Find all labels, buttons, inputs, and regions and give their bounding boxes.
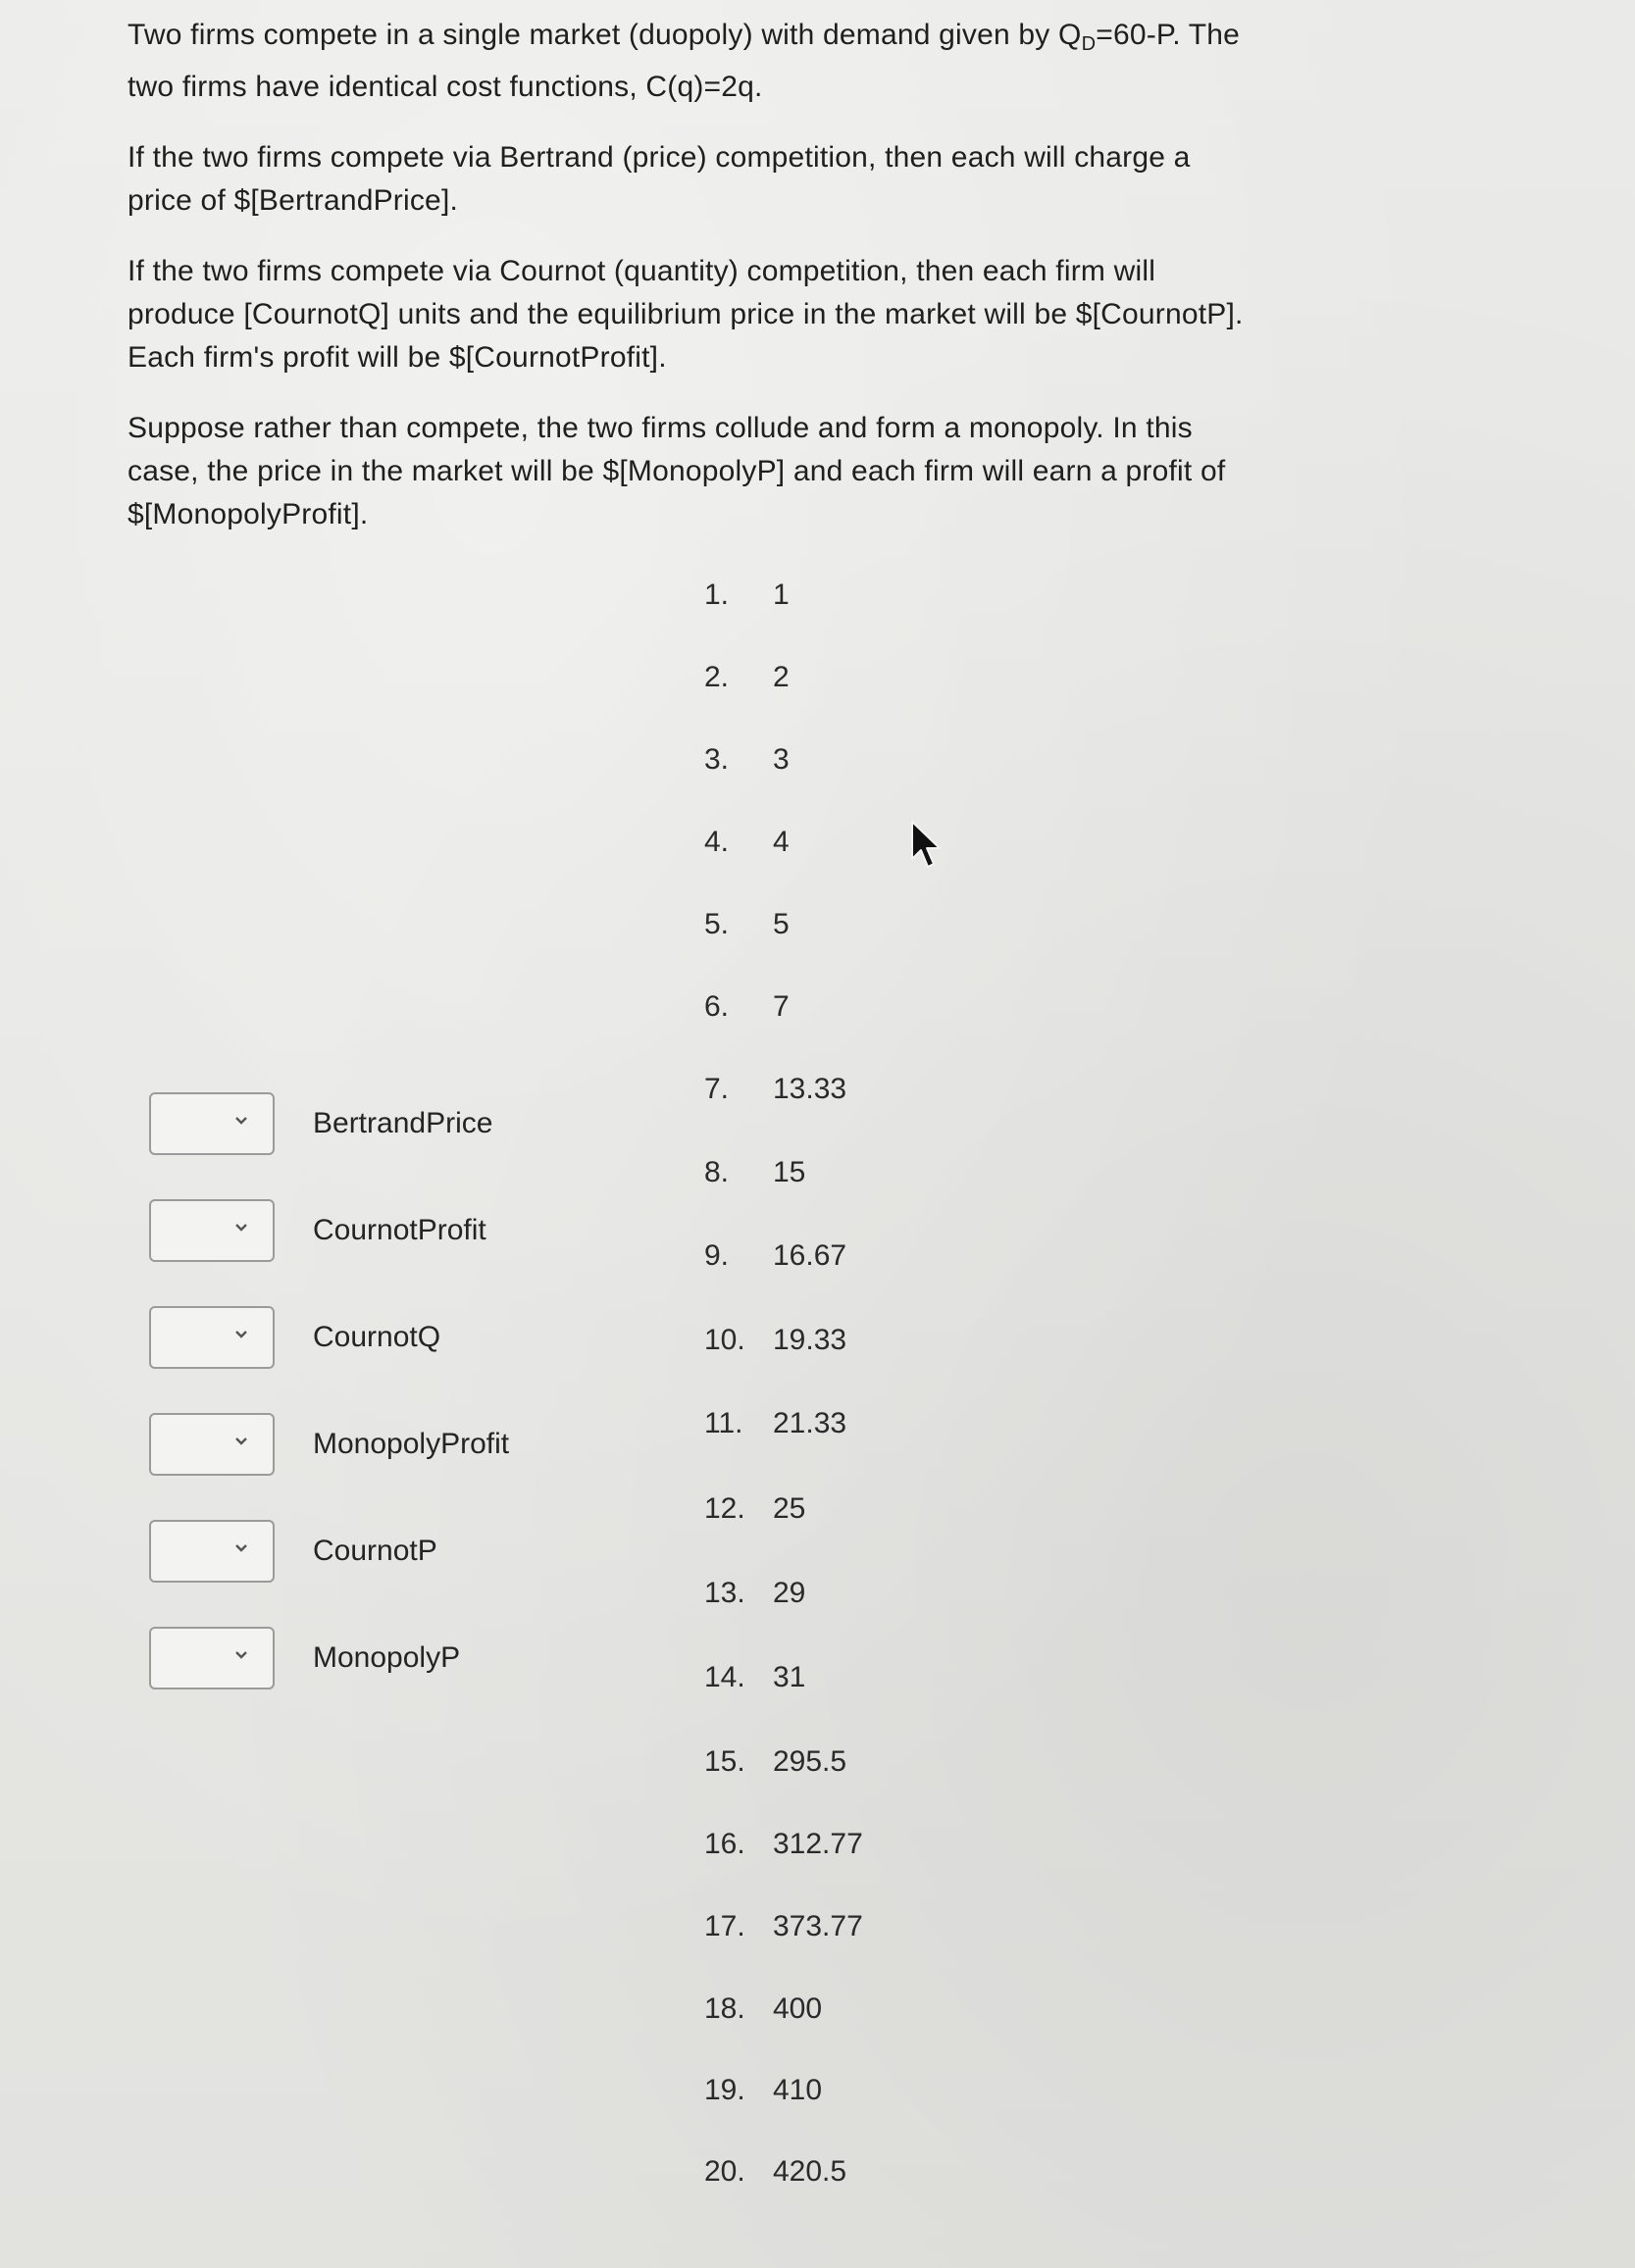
option-number: 1. bbox=[704, 579, 730, 611]
option-number: 10. bbox=[704, 1324, 745, 1356]
option-value: 420.5 bbox=[773, 2155, 847, 2188]
option-value: 410 bbox=[773, 2074, 823, 2106]
option-item bbox=[704, 1656, 805, 1699]
option-item bbox=[704, 1572, 805, 1615]
chevron-down-icon bbox=[231, 1110, 251, 1130]
question-paragraph-4: Suppose rather than compete, the two firms collude and form a monopoly. In this case, the price in the market will be $[MonopolyP] and each firm will earn a profit of $[MonopolyProfit]. bbox=[128, 412, 1226, 530]
option-item bbox=[704, 1235, 846, 1278]
option-value: 1 bbox=[773, 579, 790, 611]
option-item bbox=[704, 1905, 863, 1948]
option-item bbox=[704, 738, 790, 781]
option-item bbox=[704, 1740, 846, 1784]
option-number: 16. bbox=[704, 1828, 745, 1860]
option-item bbox=[704, 1151, 805, 1194]
option-value: 21.33 bbox=[773, 1407, 847, 1439]
option-number: 19. bbox=[704, 2074, 745, 2106]
option-item bbox=[704, 1319, 846, 1362]
option-value: 295.5 bbox=[773, 1745, 847, 1778]
option-item bbox=[704, 574, 790, 617]
option-value: 2 bbox=[773, 661, 790, 693]
option-number: 20. bbox=[704, 2155, 745, 2188]
p1-text: Two firms compete in a single market (duopoly) with demand given by Q bbox=[128, 19, 1082, 51]
option-value: 312.77 bbox=[773, 1828, 863, 1860]
question-text bbox=[128, 14, 1255, 564]
option-number: 6. bbox=[704, 990, 730, 1023]
chevron-down-icon bbox=[231, 1537, 251, 1557]
option-number: 11. bbox=[704, 1407, 743, 1439]
match-label: BertrandPrice bbox=[313, 1107, 493, 1139]
option-number: 12. bbox=[704, 1492, 745, 1525]
option-number: 8. bbox=[704, 1156, 730, 1188]
answer-dropdown[interactable] bbox=[149, 1413, 275, 1476]
match-label: CournotQ bbox=[313, 1321, 441, 1353]
option-value: 31 bbox=[773, 1661, 806, 1693]
option-value: 25 bbox=[773, 1492, 806, 1525]
chevron-down-icon bbox=[231, 1217, 251, 1236]
option-number: 15. bbox=[704, 1745, 745, 1778]
option-number: 5. bbox=[704, 908, 730, 940]
question-paragraph-2: If the two firms compete via Bertrand (price) competition, then each will charge a price of $[BertrandPrice]. bbox=[128, 141, 1191, 217]
p1-text-end: =60-P. The two firms have identical cost functions, C(q)=2q. bbox=[128, 19, 1241, 103]
option-number: 9. bbox=[704, 1239, 730, 1272]
option-item bbox=[704, 2150, 846, 2193]
option-value: 13.33 bbox=[773, 1073, 847, 1105]
match-label: MonopolyProfit bbox=[313, 1428, 510, 1460]
option-item bbox=[704, 903, 790, 946]
option-number: 18. bbox=[704, 1992, 745, 2025]
option-number: 17. bbox=[704, 1910, 745, 1942]
option-value: 16.67 bbox=[773, 1239, 847, 1272]
option-number: 2. bbox=[704, 661, 730, 693]
answer-dropdown[interactable] bbox=[149, 1627, 275, 1689]
option-item bbox=[704, 821, 790, 864]
option-item bbox=[704, 1487, 805, 1531]
option-number: 3. bbox=[704, 743, 730, 776]
option-value: 400 bbox=[773, 1992, 823, 2025]
mouse-pointer-icon bbox=[910, 820, 944, 871]
p1-subscript: D bbox=[1081, 33, 1097, 55]
chevron-down-icon bbox=[231, 1324, 251, 1343]
answer-dropdown[interactable] bbox=[149, 1520, 275, 1583]
option-item bbox=[704, 2069, 822, 2112]
option-item bbox=[704, 656, 790, 699]
option-number: 13. bbox=[704, 1577, 745, 1609]
match-label: CournotP bbox=[313, 1535, 437, 1567]
question-paragraph-3: If the two firms compete via Cournot (quantity) competition, then each firm will produce [CournotQ] units and the equilibrium price in the market will be $[CournotP]. Each firm's profit will be $[CournotProfit]. bbox=[128, 255, 1244, 374]
chevron-down-icon bbox=[231, 1644, 251, 1664]
option-value: 5 bbox=[773, 908, 790, 940]
answer-dropdown[interactable] bbox=[149, 1199, 275, 1262]
option-number: 4. bbox=[704, 826, 730, 858]
option-item bbox=[704, 1988, 822, 2031]
option-item bbox=[704, 1068, 846, 1111]
match-label: CournotProfit bbox=[313, 1214, 486, 1246]
question-paragraph-1 bbox=[128, 14, 1255, 109]
option-value: 19.33 bbox=[773, 1324, 847, 1356]
option-item bbox=[704, 985, 790, 1029]
option-item bbox=[704, 1402, 846, 1445]
option-value: 15 bbox=[773, 1156, 806, 1188]
answer-dropdown[interactable] bbox=[149, 1092, 275, 1155]
option-number: 7. bbox=[704, 1073, 730, 1105]
option-item bbox=[704, 1823, 863, 1866]
option-value: 3 bbox=[773, 743, 790, 776]
option-number: 14. bbox=[704, 1661, 745, 1693]
option-value: 29 bbox=[773, 1577, 806, 1609]
chevron-down-icon bbox=[231, 1431, 251, 1450]
match-label: MonopolyP bbox=[313, 1641, 461, 1674]
option-value: 373.77 bbox=[773, 1910, 863, 1942]
option-value: 7 bbox=[773, 990, 790, 1023]
answer-dropdown[interactable] bbox=[149, 1306, 275, 1369]
option-value: 4 bbox=[773, 826, 790, 858]
